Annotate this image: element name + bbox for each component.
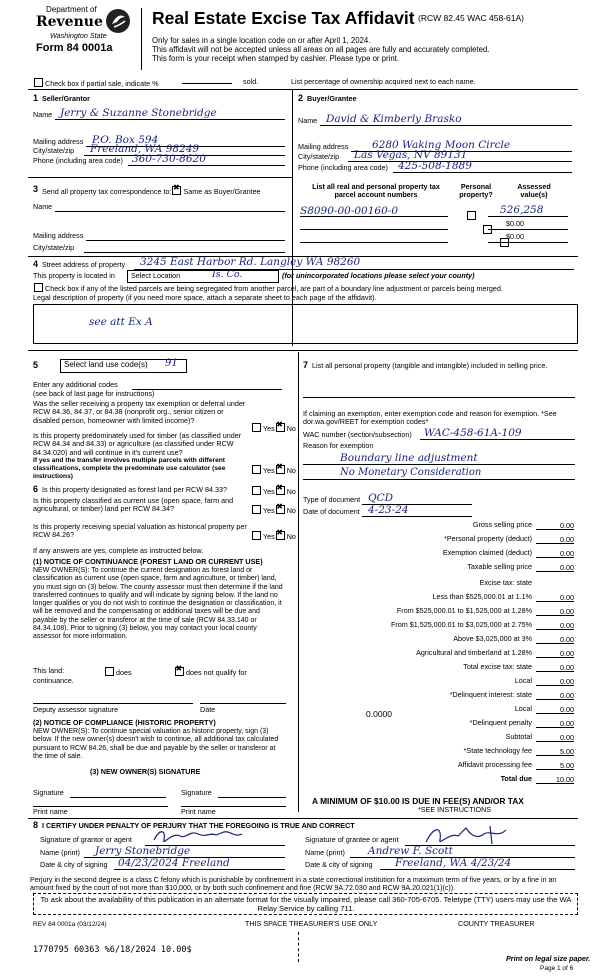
s5-q2: Is this property predominately used for timber (as classified under RCW 84.34 and 84.33) or agriculture (as classified under RCW 84.34.020) and will continue in it's current use? xyxy=(33,431,242,457)
buyer-phone-field[interactable]: 425-508-1889 xyxy=(398,160,472,172)
deputy-date-label: Date xyxy=(200,705,216,714)
personal-property-label: List all personal property (tangible and intangible) included in selling price. xyxy=(312,361,548,370)
buyer-heading: Buyer/Grantee xyxy=(307,94,357,103)
location-select-value: Select Location xyxy=(131,271,181,280)
s5-q2-options: Yes✖ No xyxy=(251,465,296,476)
continuance-label: continuance. xyxy=(33,676,74,685)
legal-description-field[interactable] xyxy=(33,304,578,344)
s6-q2-yes-checkbox[interactable] xyxy=(252,505,261,514)
notice2-title: (2) NOTICE OF COMPLIANCE (HISTORIC PROPERTY) xyxy=(33,718,216,727)
rev-number: REV 84 0001a (03/12/24) xyxy=(33,921,107,928)
s6-q1-yes-checkbox[interactable] xyxy=(252,486,261,495)
tax-line-value[interactable]: 0.00 xyxy=(560,663,574,672)
land-use-select-label: Select land use code(s) xyxy=(64,360,148,369)
s5-q1-yes-checkbox[interactable] xyxy=(252,423,261,432)
tax-line-label: Above $3,025,000 at 3% xyxy=(453,634,532,643)
personal-property-checkbox-1[interactable] xyxy=(467,211,476,220)
wac-field[interactable]: WAC-458-61A-109 xyxy=(424,427,522,439)
s6-if-yes: If any answers are yes, complete as instructed below. xyxy=(33,546,204,555)
parcel-col-header: List all real and personal property tax parcel account numbers xyxy=(312,182,440,200)
exemption-claim-label: If claiming an exemption, enter exemption code and reason for exemption. *See dor.wa.gov/REET for exemption codes* xyxy=(303,409,557,427)
minimum-note: A MINIMUM OF $10.00 IS DUE IN FEE(S) AND/OR TAX xyxy=(312,796,524,806)
corr-city-label: City/state/zip xyxy=(33,243,75,252)
additional-codes-label: Enter any additional codes xyxy=(33,380,118,389)
assessed-value-2[interactable]: $0.00 xyxy=(506,219,524,228)
sig2-label: Signature xyxy=(181,788,212,797)
unincorporated-note: (for unincorporated locations please select your county) xyxy=(282,271,475,280)
grantor-date-label: Date & city of signing xyxy=(40,860,108,869)
s6-q3-options: Yes✖ No xyxy=(251,531,296,542)
doc-date-field[interactable]: 4-23-24 xyxy=(368,504,409,516)
tax-line-value[interactable]: 0.00 xyxy=(560,521,574,530)
reason-line-1[interactable]: Boundary line adjustment xyxy=(340,452,478,464)
tax-line-value[interactable]: 5.00 xyxy=(560,761,574,770)
correspondence-heading: Send all property tax correspondence to:✖ Same as Buyer/Grantee xyxy=(42,186,261,197)
perjury-note: Perjury in the second degree is a class C felony which is punishable by confinement in a state correctional institution for a maximum term of five years, or by a fine in an amount fixed by the court of not more than $10,000, or by both such confinement and fine (RCW 9A.72.030 and RCW 9A.20.021(1)(c)). xyxy=(30,876,557,892)
tax-line-value[interactable]: 0.00 xyxy=(560,549,574,558)
tax-line-value[interactable]: 0.00 xyxy=(560,719,574,728)
land-use-value: 91 xyxy=(165,358,178,369)
tax-line-label: *Delinquent penalty xyxy=(469,718,532,727)
s6-q1-no-checkbox[interactable] xyxy=(276,486,285,495)
s6-q1: Is this property designated as forest land per RCW 84.33? xyxy=(42,485,227,494)
tax-line-value[interactable]: 0.00 xyxy=(560,621,574,630)
street-label: Street address of property xyxy=(42,260,126,269)
seller-phone-field[interactable]: 360-730-8620 xyxy=(132,153,206,165)
corr-mailing-label: Mailing address xyxy=(33,231,84,240)
seller-mailing-label: Mailing address xyxy=(33,137,84,146)
tax-line-label: Local xyxy=(514,676,532,685)
tax-line-value[interactable]: 0.00 xyxy=(560,705,574,714)
tax-line-value[interactable]: 0.00 xyxy=(560,635,574,644)
buyer-city-label: City/state/zip xyxy=(298,152,340,161)
header-sub2: This affidavit will not be accepted unless all areas on all pages are fully and accurately completed. xyxy=(152,45,490,54)
s5-q2-yes-checkbox[interactable] xyxy=(252,465,261,474)
s5-q2b: If yes and the transfer involves multiple parcels with different classifications, complete the predominate use calculator (see instructions) xyxy=(33,457,226,480)
sig1-label: Signature xyxy=(33,788,64,797)
tax-line-value[interactable]: 0.00 xyxy=(560,733,574,742)
location-handwritten: Is. Co. xyxy=(212,269,243,280)
tax-line-value[interactable]: 0.00 xyxy=(560,535,574,544)
tax-line-label: *Delinquent interest: state xyxy=(449,690,532,699)
grantor-signature[interactable] xyxy=(150,826,270,846)
treasurer-use: THIS SPACE TREASURER'S USE ONLY xyxy=(245,919,378,928)
s6-q2-options: Yes✖ No xyxy=(251,505,296,516)
county-treasurer: COUNTY TREASURER xyxy=(458,919,535,928)
page-number: Page 1 of 6 xyxy=(540,965,574,972)
agency-line3: Washington State xyxy=(50,31,107,40)
s5-q1-no-checkbox[interactable] xyxy=(276,423,285,432)
tax-line-label: From $1,525,000.01 to $3,025,000 at 2.75% xyxy=(390,620,532,629)
form-title: Real Estate Excise Tax Affidavit xyxy=(152,8,415,28)
grantor-sig-label: Signature of grantor or agent xyxy=(40,835,132,844)
tax-line-label: Taxable selling price xyxy=(467,562,532,571)
accessibility-note: To ask about the availability of this publication in an alternate format for the visually impaired, please call 360-705-6705. Teletype (TTY) users may use the WA Relay Service by calling 711. xyxy=(40,895,572,913)
tax-line-label: Exemption claimed (deduct) xyxy=(442,548,532,557)
this-land-label: This land: xyxy=(33,666,65,675)
cashier-stamp: 1770795 60363 %6/18/2024 10.00$ xyxy=(33,945,192,955)
s6-q2-no-checkbox[interactable] xyxy=(276,505,285,514)
segregated-row: Check box if any of the listed parcels are being segregated from another parcel, are part of a boundary line adjustment or parcels being merged. xyxy=(33,283,503,294)
does-option: does xyxy=(104,667,132,678)
header-sub3: This form is your receipt when stamped by cashier. Please type or print. xyxy=(152,54,400,63)
s6-q2: Is this property classified as current use (open space, farm and agricultural, or timber) land per RCW 84.34? xyxy=(33,496,234,514)
tax-line-value[interactable]: 10.00 xyxy=(556,775,574,784)
grantee-sig-label: Signature of grantee or agent xyxy=(305,835,399,844)
tax-line-value[interactable]: 0.00 xyxy=(560,649,574,658)
notice2-body: NEW OWNER(S): To continue special valuation as historic property, sign (3) below. If the new owner(s) doesn't wish to continue, all additional tax calculated pursuant to RCW 84.26, shall be due and payable by the seller or transferor at the time of sale. xyxy=(33,728,279,760)
affidavit-page: Department of Revenue Washington State Form 84 0001a Real Estate Excise Tax Affidavit (RCW 82.45 WAC 458-61A) Only for sales in a single location code on or after April 1, 2024. This affidavit will not be accepted unless all areas on all pages are fully and accurately completed. This form is your receipt when stamped by cashier. Please type or print. Check box if partial sale, indicate % sold. List percentage of ownership acquired next to each name. 1 Seller/Grantor Name Jerry & Suzanne Stonebridge Mailing address P.O. Box 594 City/state/zip Freeland, WA 98249 Phone (including area code) 360-730-8620 2 Buyer/Grantee Name David & Kimberly Brasko Mailing address 6280 Waking Moon Circle City/state/zip Las Vegas, NV 89131 Phone (including area code) 425-508-1889 3 Send all property tax correspondence to:✖ Same as Buyer/Grantee Name Mailing address City/state/zip List all real and personal property tax parcel account numbers Personal property? Assessed value(s) S8090-00-00160-0 526,258 $0.00 $0.00 4 Street address of property 3245 East Harbor Rd. Langley WA 98260 This property is located in Select Location Is. Co. (for unincorporated locations please select your county) Check box if any of the listed parcels are being segregated from another parcel, are part of a boundary line adjustment or parcels being merged. Legal description of property (if you need more space, attach a separate sheet to each page of the affidavit). see att Ex A 5 Select land use code(s) 91 Enter any additional codes (see back of last page for instructions) Was the seller receiving a property tax exemption or deferral under RCW 84.36, 84.37, or 84.38 (nonprofit org., senior citizen or disabled person, homeowner with limited income)? Yes✖ No Is this property predominately used for timber (as classified under RCW 84.34 and 84.33) or agriculture (as classified under RCW 84.34.020) and will continue in it's current use? If yes and the transfer involves multiple parcels with different classifications, complete the predominate use calculator (see instructions) Yes✖ No 6 Is this property designated as forest land per RCW 84.33? Yes✖ No Is this property classified as current use (open space, farm and agricultural, or timber) land per RCW 84.34? Yes✖ No Is this property receiving special valuation as historical property per RCW 84.26? Yes✖ No If any answers are yes, complete as instructed below. (1) NOTICE OF CONTINUANCE (FOREST LAND OR CURRENT USE) NEW OWNER(S): To continue the current designation as forest land or classification as current use (open space, farm and agriculture, or timber) land, you must sign on (3) below. The county assessor must then determine if the land transferred continues to qualify and will indicate by signing below. If the land no longer qualifies or you do not wish to continue the designation or classification, it will be removed and the compensating or additional taxes will be due and payable by the seller or transferor at the time of sale (RCW 84.33.140 or 84.34.108). Prior to signing (3) below, you may contact your local county assessor for more information. This land: does ✖ does not qualify for continuance. Deputy assessor signature Date (2) NOTICE OF COMPLIANCE (HISTORIC PROPERTY) NEW OWNER(S): To continue special valuation as historic property, sign (3) below. If the new owner(s) doesn't wish to continue, all additional tax calculated pursuant to RCW 84.26, shall be due and payable by the seller or transferor at the time of sale. (3) NEW OWNER(S) SIGNATURE Signature Signature Print name Print name 7 List all personal property (tangible and intangible) included in selling price. If claiming an exemption, enter exemption code and reason for exemption. *See dor.wa.gov/REET for exemption codes* WAC number (section/subsection) WAC-458-61A-109 Reason for exemption Boundary line adjustment No Monetary Consideration Type of document QCD Date of document 4-23-24 Gross selling price 0.00 *Personal property (deduct) 0.00 Exemption claimed (deduct) 0.00 Taxable selling price 0.00 Excise tax: state Less than $525,000.01 at 1.1% 0.00 From $525,000.01 to $1,525,000 at 1.28% 0.00 From $1,525,000.01 to $3,025,000 at 2.75% 0.00 Above $3,025,000 at 3% 0.00 Agricultural and timberland at 1.28% 0.00 Total excise tax: state 0.00 Local 0.00 *Delinquent interest: state 0.00 Local 0.00 *Delinquent penalty 0.00 Subtotal 0.00 *State technology fee 5.00 Affidavit processing fee 5.00 Total due 10.00 0.0000 A MINIMUM OF $10.00 IS DUE IN FEE(S) AND/OR TAX *SEE INSTRUCTIONS 8 I CERTIFY UNDER PENALTY OF PERJURY THAT THE FOREGOING IS TRUE AND CORRECT Signature of grantor or agent Name (print) Jerry Stonebridge Date & city of signing 04/23/2024 Freeland Signature of grantee or agent Name (print) Andrew F. Scott Date & city of signing Freeland, WA 4/23/24 Perjury in the second degree is a class C felony which is punishable by confinement in a state correctional institution for a maximum term of five years, or by a fine in an amount fixed by the court of not more than $10,000, or by both such confinement and fine (RCW 9A.72.030 and RCW 9A.20.021(1)(c)). To ask about the availability of this publication in an alternate format for the visually impaired, please call 360-705-6705. Teletype (TTY) users may use the WA Relay Service by calling 711. REV 84 0001a (03/12/24) THIS SPACE TREASURER'S USE ONLY COUNTY TREASURER 1770795 60363 %6/18/2024 10.00$ Print on legal size paper. Page 1 of 6 xyxy=(0,0,600,980)
form-title-ref: (RCW 82.45 WAC 458-61A) xyxy=(418,13,524,23)
s5-q2-no-checkbox[interactable] xyxy=(276,465,285,474)
does-checkbox[interactable] xyxy=(105,667,114,676)
tax-line-value[interactable]: 5.00 xyxy=(560,747,574,756)
partial-sale-label: Check box if partial sale, indicate % xyxy=(45,79,159,88)
additional-codes-note: (see back of last page for instructions) xyxy=(33,389,155,398)
tax-line-label: From $525,000.01 to $1,525,000 at 1.28% xyxy=(396,606,532,615)
tax-line-label: Affidavit processing fee xyxy=(457,760,532,769)
partial-sale-checkbox[interactable] xyxy=(34,78,43,87)
legal-label: Legal description of property (if you need more space, attach a separate sheet to each page of the affidavit). xyxy=(33,293,377,302)
personal-col-header: Personal property? xyxy=(459,182,493,200)
form-number: Form 84 0001a xyxy=(36,42,113,54)
seller-city-field[interactable]: Freeland, WA 98249 xyxy=(90,143,200,155)
tax-line-label: Subtotal xyxy=(505,732,532,741)
location-select[interactable] xyxy=(127,270,279,283)
tax-line-label: Agricultural and timberland at 1.28% xyxy=(416,648,532,657)
notice1-body: NEW OWNER(S): To continue the current designation as forest land or classification as current use (open space, farm and agriculture, or timber) land, you must sign on (3) below. The county assessor must then determine if the land transferred continues to qualify and will indicate by signing below. If the land no longer qualifies or you do not wish to continue the designation or classification, it will be removed and the compensating or additional taxes will be due and payable by the seller or transferor at the time of sale (RCW 84.33.140 or 84.34.108). Prior to signing (3) below, you may contact your local county assessor for more information. xyxy=(33,567,283,641)
s5-q1: Was the seller receiving a property tax exemption or deferral under RCW 84.36, 84.37, or 84.38 (nonprofit org., senior citizen or disabled person, homeowner with limited income)? xyxy=(33,399,246,425)
tax-line-value[interactable]: 0.00 xyxy=(560,563,574,572)
partial-sale-row xyxy=(33,78,158,89)
header-sub1: Only for sales in a single location code on or after April 1, 2024. xyxy=(152,36,371,45)
buyer-mailing-label: Mailing address xyxy=(298,142,349,151)
assessed-value-3[interactable]: $0.00 xyxy=(506,232,524,241)
tax-line-label: *Personal property (deduct) xyxy=(444,534,532,543)
tax-line-label: Excise tax: state xyxy=(479,578,532,587)
seller-mailing-field[interactable]: P.O. Box 594 xyxy=(92,134,159,146)
corr-name-label: Name xyxy=(33,202,53,211)
seller-name-label: Name xyxy=(33,110,53,119)
street-address-field[interactable]: 3245 East Harbor Rd. Langley WA 98260 xyxy=(140,256,361,268)
doc-date-label: Date of document xyxy=(303,507,360,516)
buyer-name-field[interactable]: David & Kimberly Brasko xyxy=(326,113,462,125)
seller-phone-label: Phone (including area code) xyxy=(33,156,123,165)
legal-description-value: see att Ex A xyxy=(89,316,153,328)
s6-q3-no-checkbox[interactable] xyxy=(276,531,285,540)
located-label: This property is located in xyxy=(33,271,115,280)
tax-line-label: Local xyxy=(514,704,532,713)
dor-logo-icon xyxy=(105,8,131,34)
s6-q1-options: Yes✖ No xyxy=(251,486,296,497)
certify-heading: I CERTIFY UNDER PENALTY OF PERJURY THAT THE FOREGOING IS TRUE AND CORRECT xyxy=(42,821,355,830)
segregated-checkbox[interactable] xyxy=(34,283,43,292)
tax-line-value[interactable]: 0.00 xyxy=(560,677,574,686)
agency-line2: Revenue xyxy=(36,14,103,30)
buyer-mailing-field[interactable]: 6280 Waking Moon Circle xyxy=(372,139,511,151)
buyer-name-label: Name xyxy=(298,116,318,125)
deputy-signature-label: Deputy assessor signature xyxy=(33,705,119,714)
doc-type-label: Type of document xyxy=(303,495,361,504)
see-instructions: *SEE INSTRUCTIONS xyxy=(418,805,492,814)
grantor-name-label: Name (print) xyxy=(40,848,80,857)
accessibility-box xyxy=(33,893,578,915)
buyer-city-field[interactable]: Las Vegas, NV 89131 xyxy=(354,149,468,161)
seller-name-field[interactable]: Jerry & Suzanne Stonebridge xyxy=(60,107,217,119)
grantee-date-field[interactable]: Freeland, WA 4/23/24 xyxy=(395,857,512,869)
tax-line-label: Gross selling price xyxy=(472,520,532,529)
tax-line-value[interactable]: 0.00 xyxy=(560,691,574,700)
reason-line-2[interactable]: No Monetary Consideration xyxy=(340,467,482,478)
grantor-date-field[interactable]: 04/23/2024 Freeland xyxy=(118,857,230,869)
assessed-col-header: Assessed value(s) xyxy=(517,182,551,200)
wac-label: WAC number (section/subsection) xyxy=(303,430,412,439)
tax-line-value[interactable]: 0.00 xyxy=(560,607,574,616)
buyer-phone-label: Phone (including area code) xyxy=(298,163,388,172)
print-name-1: Print name xyxy=(33,807,68,816)
tax-line-label: *State technology fee xyxy=(463,746,532,755)
reason-label: Reason for exemption xyxy=(303,441,374,450)
print-name-2: Print name xyxy=(181,807,216,816)
agency-line1: Department of xyxy=(46,5,97,14)
assessed-value-1[interactable]: 526,258 xyxy=(500,204,544,216)
seller-city-label: City/state/zip xyxy=(33,146,75,155)
local-rate: 0.0000 xyxy=(366,709,392,719)
land-use-select[interactable] xyxy=(60,359,187,373)
grantee-name-field[interactable]: Andrew F. Scott xyxy=(368,845,453,857)
ownership-note: List percentage of ownership acquired next to each name. xyxy=(291,77,476,86)
grantor-name-field[interactable]: Jerry Stonebridge xyxy=(95,845,191,857)
does-not-checkbox[interactable] xyxy=(175,667,184,676)
notice3-title: (3) NEW OWNER(S) SIGNATURE xyxy=(90,767,201,776)
grantee-date-label: Date & city of signing xyxy=(305,860,373,869)
doc-type-field[interactable]: QCD xyxy=(368,492,394,504)
seller-heading: Seller/Grantor xyxy=(42,94,90,103)
print-legal: Print on legal size paper. xyxy=(506,954,591,963)
same-as-buyer-checkbox[interactable] xyxy=(172,186,181,195)
does-not-option: ✖ does not qualify for xyxy=(174,667,247,678)
parcel-number-1[interactable]: S8090-00-00160-0 xyxy=(300,205,399,217)
s6-q3-yes-checkbox[interactable] xyxy=(252,531,261,540)
tax-line-label: Total excise tax: state xyxy=(463,662,532,671)
tax-line-label: Total due xyxy=(500,774,532,783)
tax-line-value[interactable]: 0.00 xyxy=(560,593,574,602)
s6-q3: Is this property receiving special valuation as historical property per RCW 84.26? xyxy=(33,522,247,540)
tax-line-label: Less than $525,000.01 at 1.1% xyxy=(432,592,532,601)
notice1-title: (1) NOTICE OF CONTINUANCE (FOREST LAND OR CURRENT USE) xyxy=(33,557,263,566)
partial-sold: sold. xyxy=(243,77,259,86)
s5-q1-options: Yes✖ No xyxy=(251,423,296,434)
grantee-name-label: Name (print) xyxy=(305,848,345,857)
